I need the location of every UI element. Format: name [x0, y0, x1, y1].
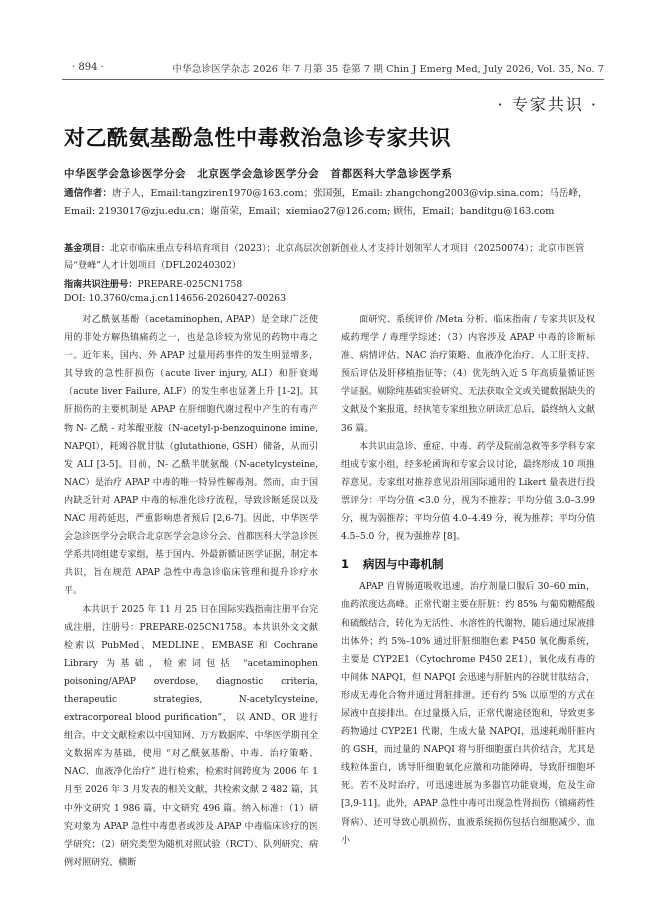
registration-line: [64, 276, 242, 290]
body-paragraph: 对乙酰氨基酚（acetaminophen, APAP）是全球广泛使用的非处方解热镇痛药之一，也是急诊较为常见的药物中毒之一。近年来，国内、外 APAP 过量用药事件的发生明显增多，其导致的急性肝损伤（acute liver injury, ALI）和肝衰竭（acute liver Failure, ALF）的发生率也显著上升 [1-2]。其肝损伤的主要机制是 APAP 在肝细胞代谢过程中产生的有毒产物 N- 乙酰 - 对苯醌亚胺（N-acetyl-p-benzoquinone imine, NAPQI），耗竭谷胱甘肽（glutathione, GSH）储备，从而引发 ALI [3-5]。目前，N- 乙酰半胱氨酸（N-acetylcysteine, NAC）是治疗 APAP 中毒的唯一特异性解毒剂。然而，由于国内缺乏针对 APAP 中毒的标准化诊疗流程，导致诊断延误以及 NAC 用药延迟，严重影响患者预后 [2,6-7]。因此，中华医学会急诊医学分会联合北京医学会急诊分会、首都医科大学急诊医学系共同组建专家组，基于国内、外最新循证医学证据，制定本共识，旨在规范 APAP 急性中毒急诊临床管理和提升诊疗水平。: [64, 315, 318, 597]
correspondence-block: [64, 185, 599, 221]
doi-line: DOI: 10.3760/cma.j.cn114656-20260427-00263: [64, 293, 286, 304]
body-paragraph: 本共识由急诊、重症、中毒、药学及院前急救等多学科专家组成专家小组，经多轮函询和专家会议讨论，最终形成 10 项推荐意见。专家组对推荐意见沿用国际通用的 Likert 量表进行投票评分：平均分值 <3.0 分，视为不推荐；平均分值 3.0–3.99 分，视为弱推荐；平均分值 4.0–4.49 分，视为推荐；平均分值 4.5–5.0 分，视为强推荐 [8]。: [341, 441, 595, 543]
correspondence-label: 通信作者：: [64, 188, 112, 199]
body-paragraph: 本共识于 2025 年 11 月 25 日在国际实践指南注册平台完成注册，注册号：PREPARE-025CN1758。本共识外文文献检索以 PubMed、MEDLINE、EMBASE 和 Cochrane Library 为基础，检索词包括 “acetaminophen poisoning/APAP overdose, diagnostic criteria, therapeutic strategies, N-acetylcysteine, extracorporeal blood purification”， 以 AND、OR 进行组合。中文文献检索以中国知网、万方数据库、中华医学期刊全文数据库为基础，使用 “对乙酰氨基酚、中毒、治疗策略、NAC、血液净化治疗” 进行检索，检索时间跨度为 2006 年 1 月至 2026 年 3 月发表的相关文献，共检索文献 2 482 篇，其中外文研究 1 986 篇，中文研究 496 篇。纳入标准：（1）研究对象为 APAP 急性中毒患者或涉及 APAP 中毒临床诊疗的医学研究；（2）研究类型为随机对照试验（RCT）、队列研究、病例对照研究、横断: [64, 604, 318, 868]
funding-label: 基金项目：: [64, 243, 110, 254]
funding-block: [64, 240, 599, 274]
article-title: 对乙酰氨基酚急性中毒救治急诊专家共识: [64, 125, 451, 150]
body-column-left: [64, 311, 318, 872]
funding-text: 北京市临床重点专科培育项目（2023）；北京高层次创新创业人才支持计划领军人才项目（20250074）；北京市医管局“登峰”人才计划项目（DFL20240302）: [64, 243, 585, 271]
header-rule: [62, 79, 604, 80]
registration-number: PREPARE-025CN1758: [137, 279, 243, 290]
section-heading: [341, 555, 595, 573]
registration-label: 指南共识注册号：: [64, 279, 138, 290]
correspondence-text: 唐子人，Email:tangziren1970@163.com；张国强，Email: zhangchong2003@vip.sina.com；马岳峰，Email: 2193017@zju.edu.cn；谢苗荣，Email；xiemiao27@126.com; 顾伟，Email；banditgu@163.com: [64, 188, 588, 217]
body-paragraph: 面研究、系统评价 /Meta 分析、临床指南 / 专家共识及权威药理学 / 毒理学综述；（3）内容涉及 APAP 中毒的诊断标准、病情评估、NAC 治疗策略、血液净化治疗、人工肝支持、预后评估及肝移植指征等；（4）优先纳入近 5 年高质量循证医学证据。剔除纯基础实验研究、无法获取全文或关键数据缺失的文献及个案报道，经执笔专家组独立研读汇总后，最终纳入文献 36 篇。: [341, 315, 595, 434]
section-title: 病因与中毒机制: [363, 557, 444, 572]
body-paragraph: APAP 自胃肠道吸收迅速，治疗剂量口服后 30–60 min，血药浓度达高峰。正常代谢主要在肝脏：约 85% 与葡萄糖醛酸和硫酸结合，转化为无活性、水溶性的代谢物，随后通过尿液排出体外；约 5%–10% 通过肝脏细胞色素 P450 氧化酶系统，主要是 CYP2E1（Cytochrome P450 2E1），氧化成有毒的中间体 NAPQI，但 NAPQI 会迅速与肝脏内的谷胱甘肽结合，形成无毒化合物并通过肾脏排泄。还有约 5% 以原型的方式在尿液中直接排出。在过量摄入后，正常代谢途径饱和，导致更多药物通过 CYP2E1 代谢，生成大量 NAPQI，迅速耗竭肝脏内的 GSH，而过量的 NAPQI 将与肝细胞蛋白共价结合，尤其是线粒体蛋白，诱导肝细胞氧化应激和功能障碍，导致肝细胞坏死。若不及时治疗，可迅速进展为多器官功能衰竭，危及生命 [3,9-11]。此外，APAP 急性中毒可出现急性肾损伤（镇痛药性肾病）、还可导致心肌损伤、血液系统损伤包括白细胞减少、血小: [341, 582, 595, 846]
running-head: 中华急诊医学杂志 2026 年 7 月第 35 卷第 7 期 Chin J Emerg Med, July 2026, Vol. 35, No. 7: [172, 64, 604, 75]
author-organizations: 中华医学会急诊医学分会 北京医学会急诊医学分会 首都医科大学急诊医学系: [64, 168, 453, 180]
section-tag: · 专家共识 ·: [497, 95, 598, 114]
page-number: · 894 ·: [72, 62, 104, 73]
section-number: 1: [341, 557, 350, 572]
body-column-right: [341, 311, 595, 850]
